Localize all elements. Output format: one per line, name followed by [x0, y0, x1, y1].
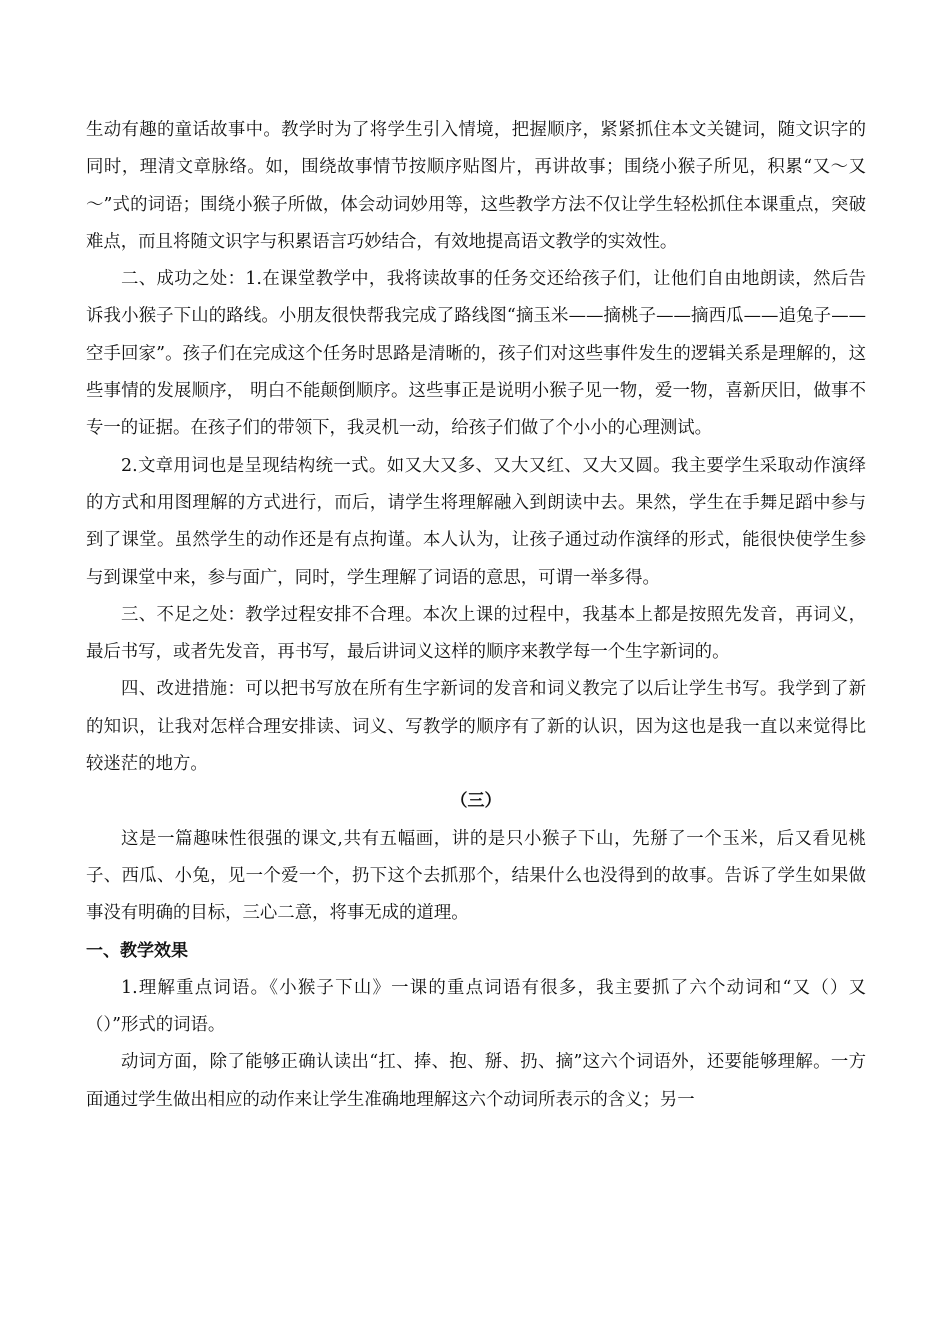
paragraph-success-2: 2.文章用词也是呈现结构统一式。如又大又多、又大又红、又大又圆。我主要学生采取动作演绎的方式和用图理解的方式进行，而后，请学生将理解融入到朗读中去。果然，学生在手舞足蹈中参与到了课堂。虽然学生的动作还是有点拘谨。本人认为，让孩子通过动作演绎的形式，能很快使学生参与到课堂中来，参与面广，同时，学生理解了词语的意思，可谓一举多得。	[86, 455, 866, 588]
paragraph-intro: 这是一篇趣味性很强的课文,共有五幅画，讲的是只小猴子下山，先掰了一个玉米，后又看见桃子、西瓜、小兔，见一个爱一个，扔下这个去抓那个，结果什么也没得到的故事。告诉了学生如果做事没有明确的目标，三心二意，将事无成的道理。	[86, 828, 866, 924]
heading-teaching-effect: 一、教学效果	[86, 940, 188, 961]
paragraph-shortcomings: 三、不足之处：教学过程安排不合理。本次上课的过程中，我基本上都是按照先发音，再词义，最后书写，或者先发音，再书写，最后讲词义这样的顺序来教学每一个生字新词的。	[86, 604, 866, 663]
paragraph-key-words: 1.理解重点词语。《小猴子下山》一课的重点词语有很多，我主要抓了六个动词和“又（）又（）”形式的词语。	[86, 977, 866, 1036]
paragraph-success-1: 二、成功之处：1.在课堂教学中，我将读故事的任务交还给孩子们，让他们自由地朗读，然后告诉我小猴子下山的路线。小朋友很快帮我完成了路线图“摘玉米——摘桃子——摘西瓜——追兔子——空手回家”。孩子们在完成这个任务时思路是清晰的，孩子们对这些事件发生的逻辑关系是理解的，这些事情的发展顺序， 明白不能颠倒顺序。这些事正是说明小猴子见一物，爱一物，喜新厌旧，做事不专一的证据。在孩子们的带领下，我灵机一动，给孩子们做了个小小的心理测试。	[86, 269, 866, 439]
paragraph-verbs: 动词方面，除了能够正确认读出“扛、捧、抱、掰、扔、摘”这六个词语外，还要能够理解。一方面通过学生做出相应的动作来让学生准确地理解这六个动词所表示的含义；另一	[86, 1052, 866, 1110]
document-page	[86, 112, 866, 1119]
paragraph-continuation: 生动有趣的童话故事中。教学时为了将学生引入情境，把握顺序，紧紧抓住本文关键词，随文识字的同时，理清文章脉络。如，围绕故事情节按顺序贴图片，再讲故事；围绕小猴子所见，积累“又～又～”式的词语；围绕小猴子所做，体会动词妙用等，这些教学方法不仅让学生轻松抓住本课重点，突破难点，而且将随文识字与积累语言巧妙结合，有效地提高语文教学的实效性。	[86, 120, 866, 252]
paragraph-improvements: 四、改进措施：可以把书写放在所有生字新词的发音和词义教完了以后让学生书写。我学到了新的知识，让我对怎样合理安排读、词义、写教学的顺序有了新的认识，因为这也是我一直以来觉得比较迷茫的地方。	[86, 679, 866, 775]
section-title: （三）	[450, 791, 502, 812]
